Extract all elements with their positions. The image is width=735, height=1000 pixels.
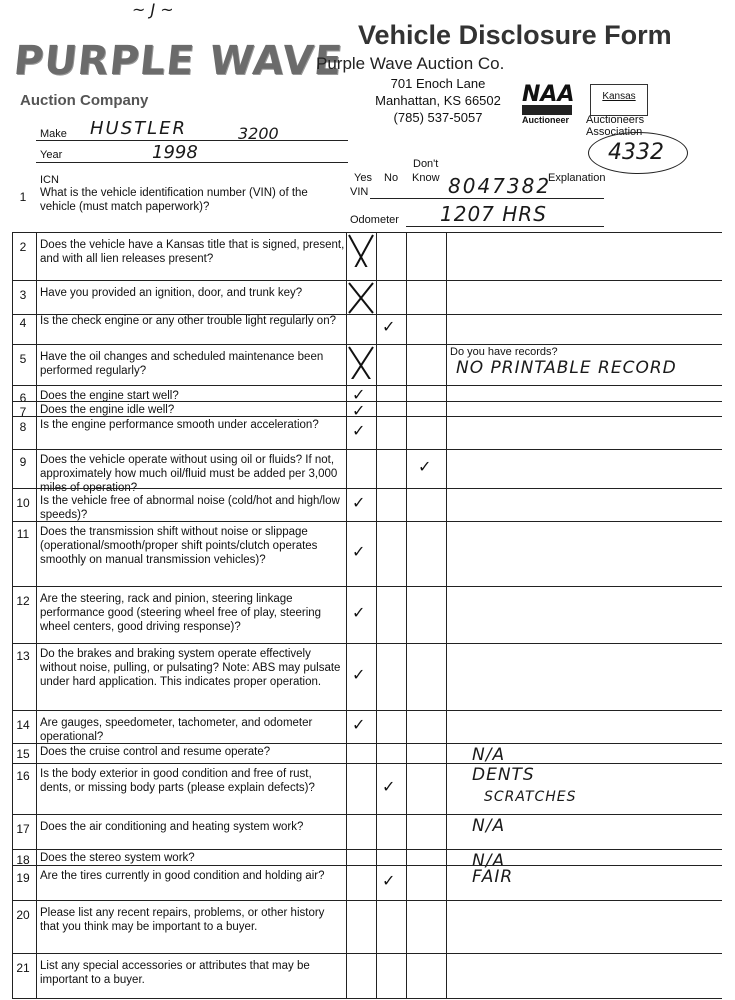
odometer-label: Odometer <box>350 214 399 226</box>
odometer-value: 1207 HRS <box>440 202 547 226</box>
naa-caption: Auctioneer <box>522 115 570 125</box>
column-divider <box>36 314 37 344</box>
question-text: Does the cruise control and resume operate? <box>40 746 271 758</box>
column-divider <box>12 344 13 385</box>
column-divider <box>346 849 347 865</box>
column-divider <box>406 449 407 488</box>
make-value: HUSTLER <box>90 118 188 139</box>
column-divider <box>346 710 347 743</box>
column-divider <box>346 232 347 280</box>
column-divider <box>12 385 13 401</box>
column-divider <box>446 385 447 401</box>
column-divider <box>36 232 37 280</box>
column-divider <box>36 401 37 416</box>
question-text: Is the vehicle free of abnormal noise (cold/hot and high/low speeds)? <box>40 495 340 521</box>
question-number: 11 <box>16 527 30 541</box>
question-text: Does the air conditioning and heating system work? <box>40 821 304 833</box>
column-divider <box>346 385 347 401</box>
column-divider <box>12 416 13 449</box>
column-divider <box>376 449 377 488</box>
column-divider <box>446 232 447 280</box>
question-number: 8 <box>19 420 27 434</box>
column-divider <box>376 488 377 521</box>
column-divider <box>406 953 407 998</box>
column-divider <box>36 710 37 743</box>
column-divider <box>406 586 407 643</box>
yes-check-mark: ✓ <box>352 541 366 561</box>
column-divider <box>12 401 13 416</box>
column-divider <box>12 521 13 586</box>
column-divider <box>36 385 37 401</box>
row-divider <box>12 488 722 489</box>
yes-check-mark: ✓ <box>352 401 366 420</box>
row-divider <box>12 710 722 711</box>
question-number: 13 <box>16 649 30 663</box>
column-divider <box>36 643 37 710</box>
column-divider <box>36 865 37 900</box>
column-divider <box>446 449 447 488</box>
column-divider <box>346 280 347 314</box>
icn-label: ICN <box>40 174 59 186</box>
column-divider <box>376 416 377 449</box>
column-divider <box>36 416 37 449</box>
col-explanation: Explanation <box>548 172 606 184</box>
column-divider <box>36 849 37 865</box>
col-yes: Yes <box>354 172 372 184</box>
kansas-logo-icon <box>590 84 648 116</box>
vin-label: VIN <box>350 186 369 198</box>
question-text: Is the check engine or any other trouble light regularly on? <box>40 315 336 327</box>
yes-check-mark: ✓ <box>352 664 366 684</box>
column-divider <box>376 953 377 998</box>
column-divider <box>376 763 377 814</box>
column-divider <box>446 865 447 900</box>
column-divider <box>346 344 347 385</box>
column-divider <box>376 865 377 900</box>
explanation-text: N/A <box>472 816 506 836</box>
row-divider <box>12 814 722 815</box>
make-label: Make <box>40 128 67 140</box>
column-divider <box>376 710 377 743</box>
company-logo-subtitle: Auction Company <box>20 92 149 109</box>
column-divider <box>12 743 13 763</box>
column-divider <box>12 865 13 900</box>
column-divider <box>376 314 377 344</box>
column-divider <box>406 314 407 344</box>
explanation-text: N/A <box>472 851 506 871</box>
question-text: Is the engine performance smooth under acceleration? <box>40 419 319 431</box>
kansas-caption-2: Association <box>586 126 643 138</box>
yes-check-mark: ✓ <box>352 420 366 440</box>
question-number: 4 <box>19 316 27 330</box>
column-divider <box>406 643 407 710</box>
column-divider <box>406 488 407 521</box>
column-divider <box>36 763 37 814</box>
column-divider <box>12 710 13 743</box>
question-text: List any special accessories or attributes that may be important to a buyer. <box>40 960 310 986</box>
column-divider <box>406 280 407 314</box>
column-divider <box>446 521 447 586</box>
column-divider <box>12 953 13 998</box>
phone-number: (785) 537-5057 <box>393 110 483 125</box>
row-divider <box>12 521 722 522</box>
column-divider <box>36 521 37 586</box>
yes-check-mark: ✓ <box>352 602 366 622</box>
naa-badge-text: NAA <box>522 82 575 107</box>
address-line1: 701 Enoch Lane <box>390 76 486 91</box>
row-divider <box>12 449 722 450</box>
column-divider <box>12 280 13 314</box>
col-dont-know-2: Know <box>412 172 440 184</box>
column-divider <box>376 643 377 710</box>
row-divider <box>12 401 722 402</box>
address-line2: Manhattan, KS 66502 <box>375 93 501 108</box>
no-check-mark: ✓ <box>382 317 396 336</box>
column-divider <box>446 710 447 743</box>
column-divider <box>36 280 37 314</box>
column-divider <box>446 743 447 763</box>
question-text: Does the vehicle operate without using oil or fluids? If not, approximately how much oil/fluid must be added per 3,000 miles of operation? <box>40 454 338 494</box>
row-divider <box>12 416 722 417</box>
question-number: 21 <box>16 961 30 975</box>
kansas-caption-1: Auctioneers <box>586 114 645 126</box>
question-text: Do the brakes and braking system operate effectively without noise, pulling, or pulsating? Note: ABS may pulsate under hard application. This indicates proper operation. <box>40 648 341 688</box>
column-divider <box>12 814 13 849</box>
column-divider <box>12 763 13 814</box>
column-divider <box>446 401 447 416</box>
column-divider <box>36 449 37 488</box>
row-divider <box>12 998 722 999</box>
question-text: Have you provided an ignition, door, and trunk key? <box>40 287 303 299</box>
column-divider <box>376 280 377 314</box>
column-divider <box>36 814 37 849</box>
year-value: 1998 <box>152 142 198 163</box>
question-number: 12 <box>16 594 30 608</box>
column-divider <box>36 900 37 953</box>
column-divider <box>12 900 13 953</box>
explanation-text: NO PRINTABLE RECORD <box>456 358 677 378</box>
column-divider <box>376 743 377 763</box>
column-divider <box>376 232 377 280</box>
question-number: 2 <box>19 240 27 254</box>
column-divider <box>406 900 407 953</box>
handwritten-lot-number: 4332 <box>608 140 664 165</box>
column-divider <box>406 401 407 416</box>
column-divider <box>36 953 37 998</box>
column-divider <box>12 586 13 643</box>
row-divider <box>12 953 722 954</box>
question-text: Are the steering, rack and pinion, steering linkage performance good (steering wheel free of play, steering wheel centers, good driving response)? <box>40 593 322 633</box>
column-divider <box>406 232 407 280</box>
question-text: Are the tires currently in good condition and holding air? <box>40 870 325 882</box>
year-label: Year <box>40 149 63 161</box>
column-divider <box>376 344 377 385</box>
form-title: Vehicle Disclosure Form <box>358 20 672 50</box>
company-name: Purple Wave Auction Co. <box>316 54 505 73</box>
column-divider <box>346 586 347 643</box>
question-number: 15 <box>16 747 30 761</box>
question-text: Please list any recent repairs, problems, or other history that you think may be important to a buyer. <box>40 907 325 933</box>
column-divider <box>346 401 347 416</box>
question-number: 5 <box>19 352 27 366</box>
column-divider <box>376 849 377 865</box>
question-text: What is the vehicle identification number (VIN) of the vehicle (must match paperwork)? <box>40 187 308 213</box>
column-divider <box>446 488 447 521</box>
column-divider <box>36 743 37 763</box>
vin-value: 8047382 <box>448 174 552 198</box>
column-divider <box>406 743 407 763</box>
column-divider <box>406 763 407 814</box>
row-divider <box>12 900 722 901</box>
column-divider <box>376 586 377 643</box>
column-divider <box>346 865 347 900</box>
column-divider <box>406 521 407 586</box>
column-divider <box>36 344 37 385</box>
question-text: Does the vehicle have a Kansas title that is signed, present, and with all lien releases present? <box>40 239 345 265</box>
row-divider <box>12 849 722 850</box>
column-divider <box>376 401 377 416</box>
column-divider <box>12 488 13 521</box>
column-divider <box>406 849 407 865</box>
explanation-text: DENTS <box>472 765 535 785</box>
question-number: 20 <box>16 908 30 922</box>
column-divider <box>446 586 447 643</box>
column-divider <box>406 865 407 900</box>
question-text: Are gauges, speedometer, tachometer, and odometer operational? <box>40 717 313 743</box>
question-number: 6 <box>19 391 27 405</box>
column-divider <box>36 586 37 643</box>
column-divider <box>446 643 447 710</box>
question-number: 3 <box>19 288 27 302</box>
dont_know-check-mark: ✓ <box>418 456 432 476</box>
column-divider <box>346 763 347 814</box>
column-divider <box>406 344 407 385</box>
top-scribble: ~ J ~ <box>132 0 174 19</box>
column-divider <box>446 416 447 449</box>
question-text: Does the engine start well? <box>40 390 179 402</box>
column-divider <box>12 449 13 488</box>
yes-x-mark <box>347 345 377 379</box>
column-divider <box>376 521 377 586</box>
question-number: 7 <box>19 405 27 419</box>
column-divider <box>346 521 347 586</box>
yes-check-mark: ✓ <box>352 714 366 734</box>
row-divider <box>12 586 722 587</box>
question-number: 1 <box>19 190 27 204</box>
model-value: 3200 <box>238 124 279 143</box>
question-number: 10 <box>16 496 30 510</box>
column-divider <box>346 953 347 998</box>
question-text: Is the body exterior in good condition and free of rust, dents, or missing body parts (please explain defects)? <box>40 768 315 794</box>
column-divider <box>12 232 13 280</box>
column-divider <box>346 314 347 344</box>
explanation-text: FAIR <box>472 867 514 887</box>
column-divider <box>346 814 347 849</box>
question-text: Does the transmission shift without noise or slippage (operational/smooth/proper shift points/clutch operates smoothly on manual transmission vehicles)? <box>40 526 318 566</box>
column-divider <box>12 314 13 344</box>
column-divider <box>446 849 447 865</box>
question-text: Does the engine idle well? <box>40 404 175 416</box>
yes-x-mark <box>347 281 377 315</box>
no-check-mark: ✓ <box>382 870 396 890</box>
naa-logo-icon <box>522 82 575 128</box>
question-number: 18 <box>16 853 30 867</box>
column-divider <box>12 643 13 710</box>
column-divider <box>446 314 447 344</box>
column-divider <box>446 280 447 314</box>
row-divider <box>12 743 722 744</box>
question-number: 16 <box>16 769 30 783</box>
question-number: 9 <box>19 455 27 469</box>
kansas-badge-text: Kansas <box>602 91 636 102</box>
column-divider <box>406 385 407 401</box>
company-logo: PURPLE WAVE <box>11 38 345 84</box>
question-number: 17 <box>16 822 30 836</box>
column-divider <box>346 488 347 521</box>
explanation-text: N/A <box>472 745 506 765</box>
column-divider <box>376 385 377 401</box>
column-divider <box>446 344 447 385</box>
row-divider <box>12 763 722 764</box>
records-label: Do you have records? <box>450 346 558 358</box>
question-text: Does the stereo system work? <box>40 852 195 864</box>
no-check-mark: ✓ <box>382 776 396 796</box>
column-divider <box>376 814 377 849</box>
row-divider <box>12 385 722 386</box>
yes-x-mark <box>347 233 377 267</box>
explanation-text-2: SCRATCHES <box>484 789 577 805</box>
row-divider <box>12 643 722 644</box>
row-divider <box>12 865 722 866</box>
column-divider <box>406 416 407 449</box>
column-divider <box>36 488 37 521</box>
column-divider <box>446 900 447 953</box>
yes-check-mark: ✓ <box>352 385 366 404</box>
column-divider <box>12 849 13 865</box>
column-divider <box>346 900 347 953</box>
column-divider <box>446 814 447 849</box>
column-divider <box>346 643 347 710</box>
column-divider <box>346 416 347 449</box>
col-dont-know-1: Don't <box>413 158 439 170</box>
col-no: No <box>384 172 399 184</box>
question-number: 19 <box>16 871 30 885</box>
yes-check-mark: ✓ <box>352 492 366 512</box>
question-number: 14 <box>16 718 30 732</box>
column-divider <box>406 814 407 849</box>
column-divider <box>376 900 377 953</box>
column-divider <box>406 710 407 743</box>
column-divider <box>446 953 447 998</box>
question-text: Have the oil changes and scheduled maintenance been performed regularly? <box>40 351 324 377</box>
column-divider <box>446 763 447 814</box>
column-divider <box>346 743 347 763</box>
column-divider <box>346 449 347 488</box>
